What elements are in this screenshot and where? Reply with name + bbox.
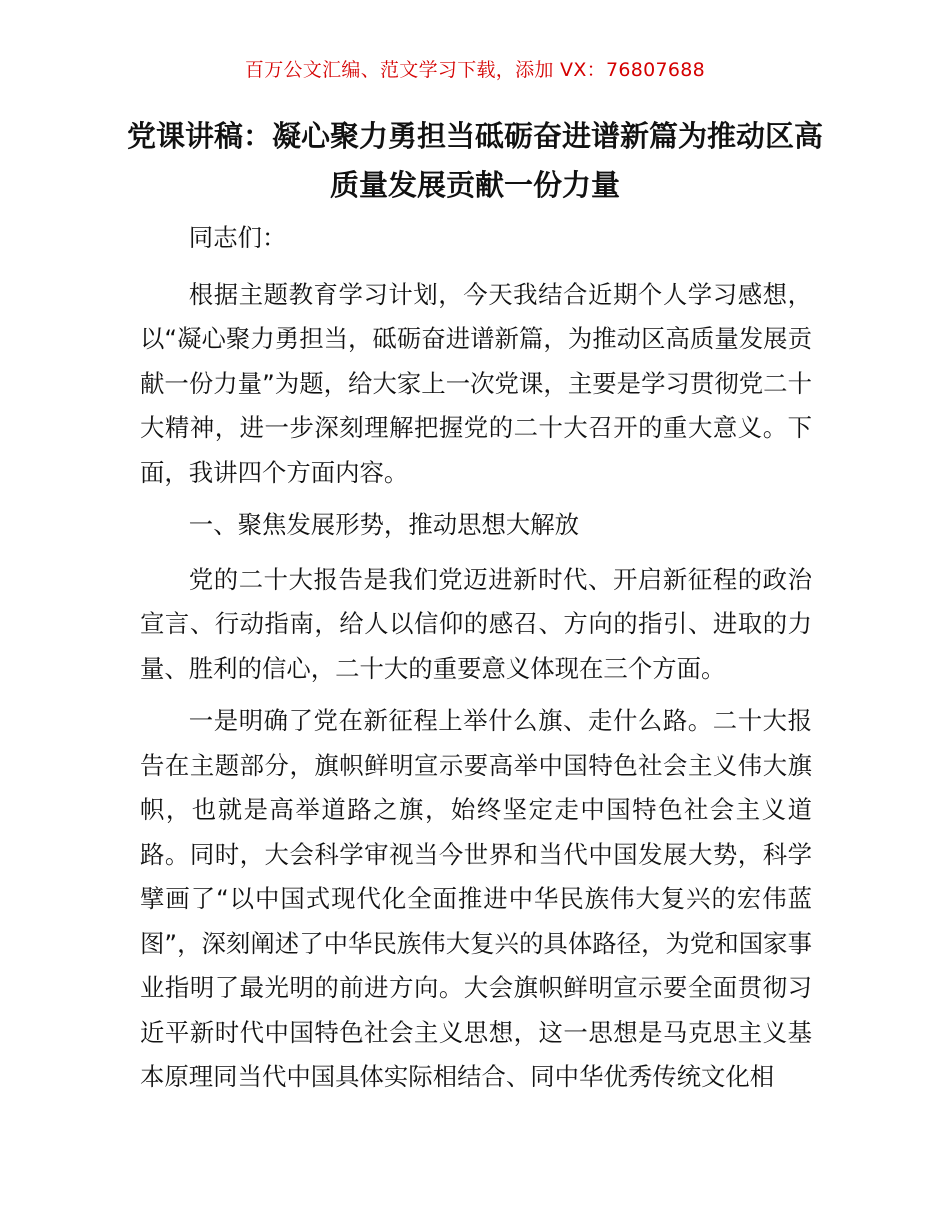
document-body (140, 216, 812, 1108)
paragraph-intro: 根据主题教育学习计划，今天我结合近期个人学习感想，以“凝心聚力勇担当，砥砺奋进谱新篇，为推动区高质量发展贡献一份力量”为题，给大家上一次党课，主要是学习贯彻党二十大精神，进一步深刻理解把握党的二十大召开的重大意义。下面，我讲四个方面内容。 (140, 279, 812, 487)
salutation: 同志们： (188, 223, 287, 252)
header-watermark: 百万公文汇编、范文学习下载，添加 VX：76807688 (244, 59, 706, 81)
document-title: 党课讲稿：凝心聚力勇担当砥砺奋进谱新篇为推动区高质量发展贡献一份力量 (126, 119, 823, 202)
paragraph-point-one: 一是明确了党在新征程上举什么旗、走什么路。二十大报告在主题部分，旗帜鲜明宣示要高举中国特色社会主义伟大旗帜，也就是高举道路之旗，始终坚定走中国特色社会主义道路。同时，大会科学审视当今世界和当代中国发展大势，科学擘画了“以中国式现代化全面推进中华民族伟大复兴的宏伟蓝图”，深刻阐述了中华民族伟大复兴的具体路径，为党和国家事业指明了最光明的前进方向。大会旗帜鲜明宣示要全面贯彻习近平新时代中国特色社会主义思想，这一思想是马克思主义基本原理同当代中国具体实际相结合、同中华优秀传统文化相 (140, 706, 812, 1091)
section-heading-1: 一、聚焦发展形势，推动思想大解放 (188, 510, 580, 539)
paragraph-significance: 党的二十大报告是我们党迈进新时代、开启新征程的政治宣言、行动指南，给人以信仰的感召、方向的指引、进取的力量、胜利的信心，二十大的重要意义体现在三个方面。 (140, 564, 812, 683)
